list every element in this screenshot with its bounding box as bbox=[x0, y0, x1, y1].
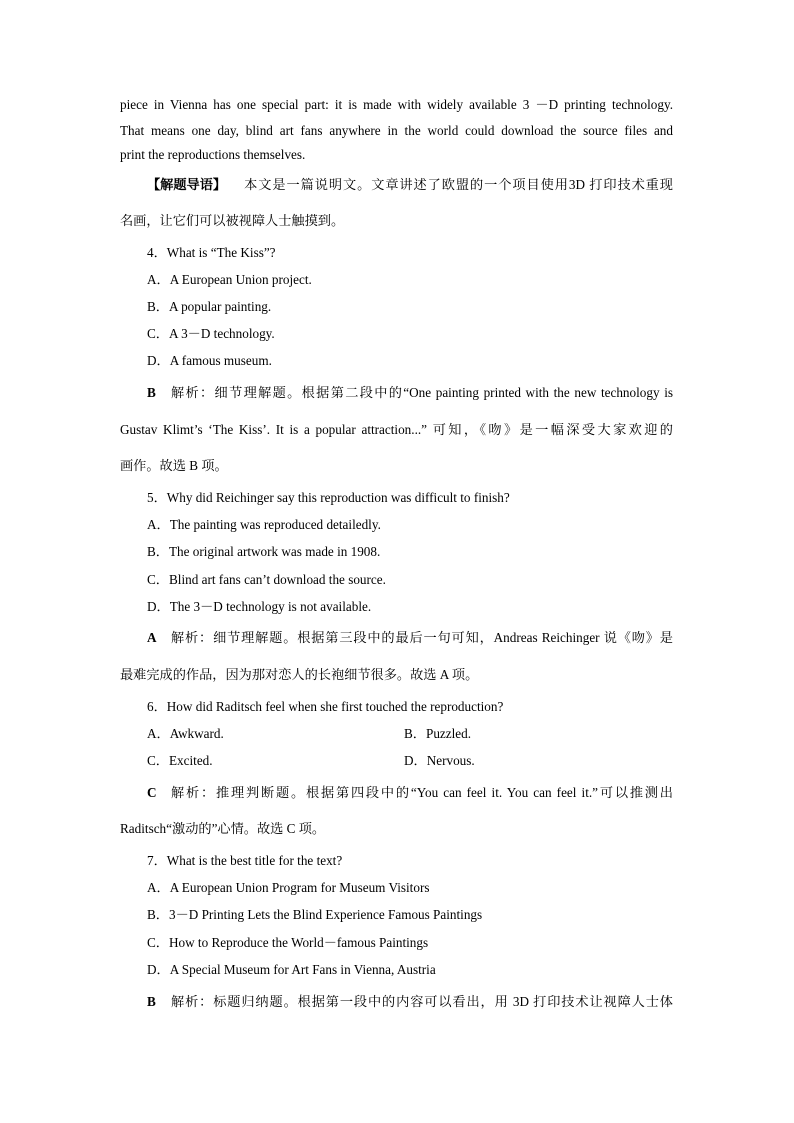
question-4-answer: B bbox=[147, 385, 156, 400]
question-5-option-c: C．Blind art fans can’t download the source. bbox=[147, 572, 386, 587]
question-4-analysis-text: 解析：细节理解题。根据第二段中的“One painting printed with the new technology is bbox=[171, 385, 673, 400]
question-7-option-b: B．3－D Printing Lets the Blind Experience Famous Paintings bbox=[147, 907, 483, 922]
question-5-option-b: B．The original artwork was made in 1908. bbox=[147, 544, 381, 559]
question-5-stem: 5．Why did Reichinger say this reproduction was difficult to finish? bbox=[147, 490, 510, 505]
question-6-option-d: D．Nervous. bbox=[404, 753, 475, 768]
question-7-analysis-line-1 bbox=[147, 993, 673, 1011]
guide-line-1 bbox=[147, 176, 673, 194]
question-4-option-d: D．A famous museum. bbox=[147, 353, 272, 368]
question-4-stem: 4．What is “The Kiss”? bbox=[147, 245, 276, 260]
question-4-option-c: C．A 3－D technology. bbox=[147, 326, 275, 341]
guide-text: 本文是一篇说明文。文章讲述了欧盟的一个项目使用3D 打印技术重现 bbox=[244, 177, 673, 192]
question-5-answer: A bbox=[147, 630, 157, 645]
question-6-analysis-text: 解析：推理判断题。根据第四段中的“You can feel it. You can feel it.”可以推测出 bbox=[171, 785, 673, 800]
question-4-analysis-line-2: Gustav Klimt’s ‘The Kiss’. It is a popular attraction...” 可知，《吻》是一幅深受大家欢迎的 bbox=[120, 422, 673, 437]
question-6-option-c: C．Excited. bbox=[147, 753, 213, 768]
question-7-stem: 7．What is the best title for the text? bbox=[147, 853, 343, 868]
question-4-analysis-line-1 bbox=[147, 384, 673, 402]
question-7-option-a: A．A European Union Program for Museum Visitors bbox=[147, 880, 430, 895]
question-6-option-a: A．Awkward. bbox=[147, 726, 224, 741]
question-4-option-a: A．A European Union project. bbox=[147, 272, 312, 287]
passage-line-3: print the reproductions themselves. bbox=[120, 147, 306, 162]
question-5-option-a: A．The painting was reproduced detailedly. bbox=[147, 517, 381, 532]
question-6-stem: 6．How did Raditsch feel when she first touched the reproduction? bbox=[147, 699, 504, 714]
question-7-option-c: C．How to Reproduce the World－famous Paintings bbox=[147, 935, 429, 950]
question-6-analysis-line-2: Raditsch“激动的”心情。故选 C 项。 bbox=[120, 821, 326, 836]
guide-label: 【解题导语】 bbox=[147, 177, 227, 192]
question-5-option-d: D．The 3－D technology is not available. bbox=[147, 599, 372, 614]
question-6-answer: C bbox=[147, 785, 157, 800]
question-5-analysis-line-2: 最难完成的作品，因为那对恋人的长袍细节很多。故选 A 项。 bbox=[120, 667, 479, 682]
question-6-option-b: B．Puzzled. bbox=[404, 726, 472, 741]
question-5-analysis-text: 解析：细节理解题。根据第三段中的最后一句可知，Andreas Reichinger 说《吻》是 bbox=[171, 630, 673, 645]
question-6-analysis-line-1 bbox=[147, 784, 673, 802]
question-5-analysis-line-1 bbox=[147, 629, 673, 647]
question-7-answer: B bbox=[147, 994, 156, 1009]
question-4-analysis-line-3: 画作。故选 B 项。 bbox=[120, 458, 228, 473]
question-7-option-d: D．A Special Museum for Art Fans in Vienna, Austria bbox=[147, 962, 436, 977]
question-7-analysis-text: 解析：标题归纳题。根据第一段中的内容可以看出，用 3D 打印技术让视障人士体 bbox=[171, 994, 673, 1009]
passage-line-2: That means one day, blind art fans anywhere in the world could download the source files and bbox=[120, 123, 673, 138]
passage-line-1: piece in Vienna has one special part: it is made with widely available 3 －D printing technology. bbox=[120, 97, 673, 112]
question-4-option-b: B．A popular painting. bbox=[147, 299, 272, 314]
guide-line-2: 名画，让它们可以被视障人士触摸到。 bbox=[120, 213, 345, 228]
